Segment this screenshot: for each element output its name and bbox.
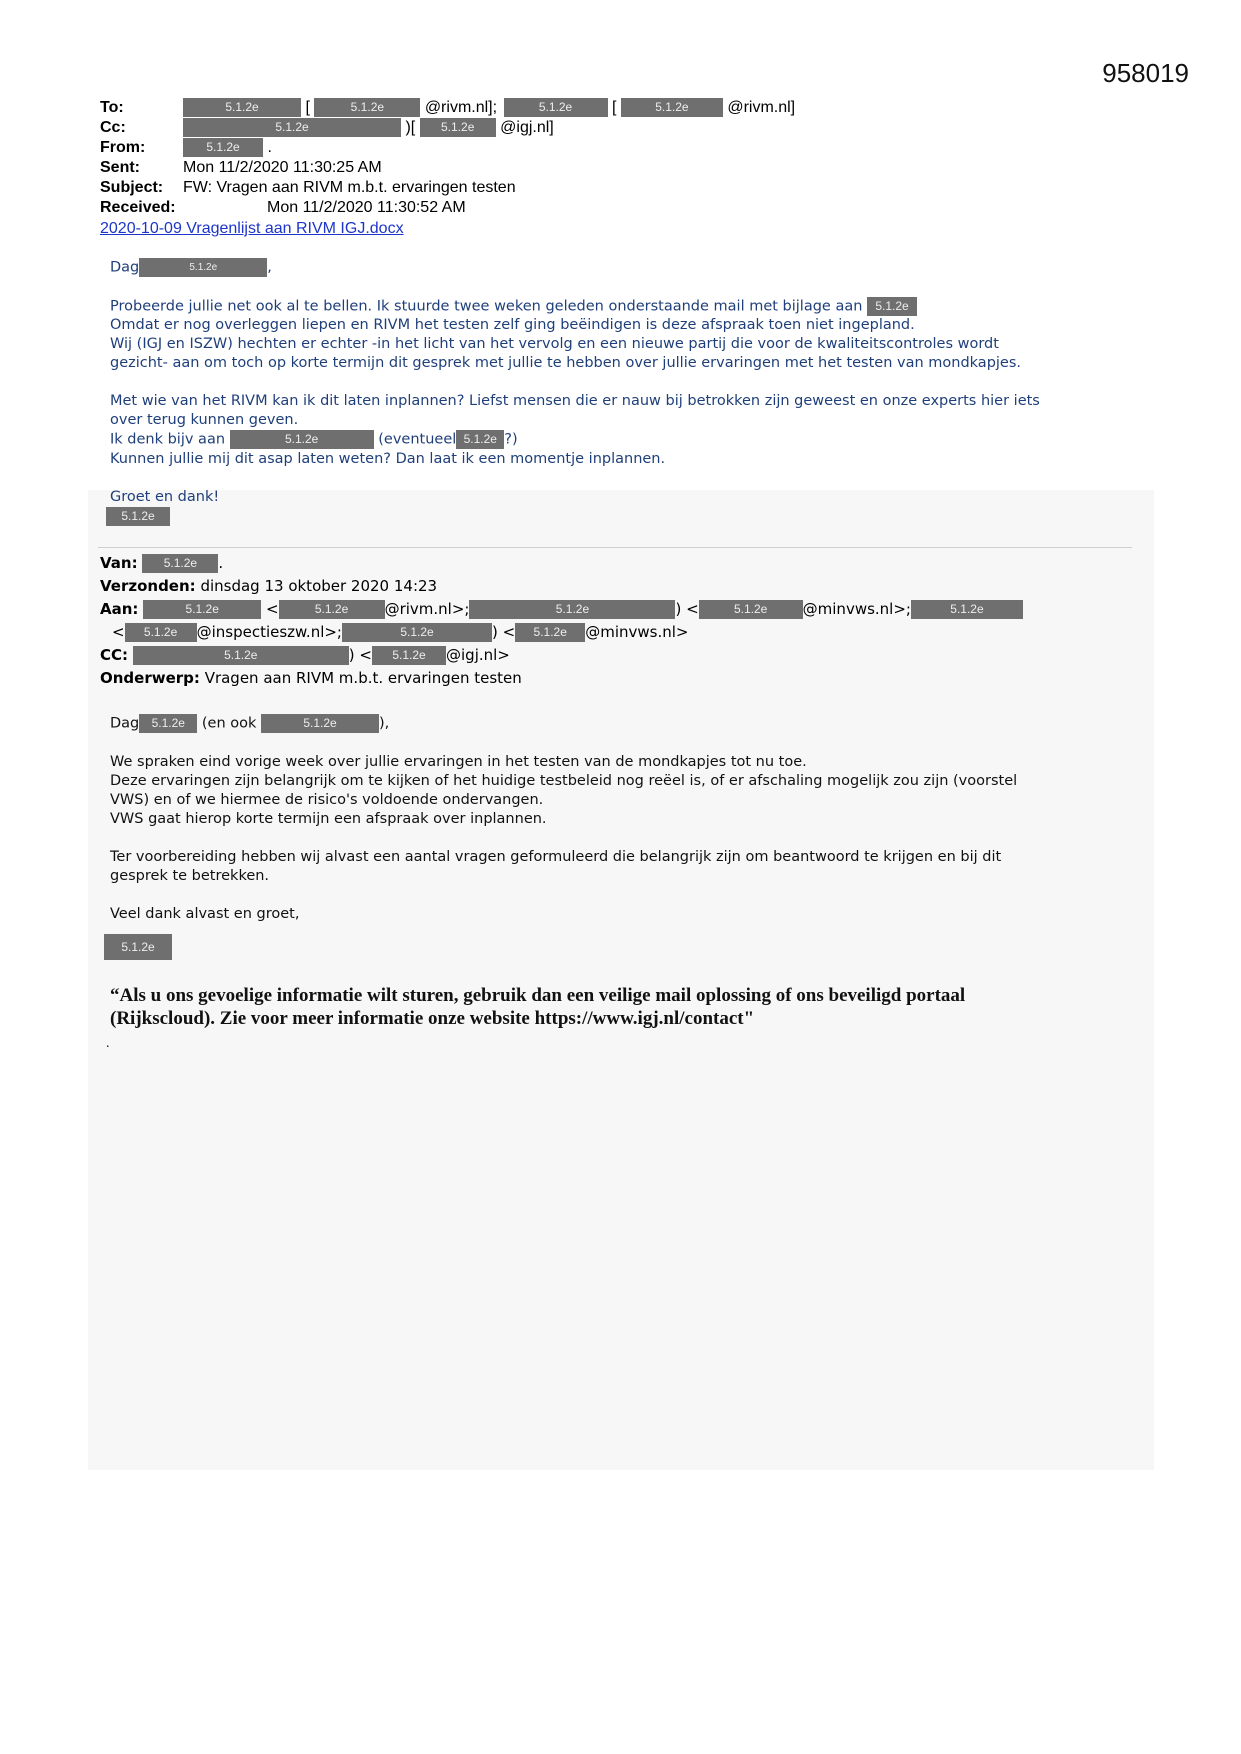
note-line: Wij (IGJ en ISZW) hechten er echter -in het licht van het vervolg en een nieuwe partij die voor de kwaliteitscontroles wordt	[110, 336, 999, 352]
redaction: 5.1.2e	[420, 118, 496, 137]
received-value: Mon 11/2/2020 11:30:52 AM	[267, 199, 466, 216]
body-line: VWS gaat hierop korte termijn een afspraak over inplannen.	[110, 810, 547, 827]
aan-label: Aan:	[100, 600, 139, 618]
redaction: 5.1.2e	[504, 98, 608, 117]
redaction: 5.1.2e	[314, 98, 420, 117]
body-line: VWS) en of we hiermee de risico's voldoende ondervangen.	[110, 791, 544, 808]
body-line: Veel dank alvast en groet,	[110, 905, 300, 922]
forwarded-header	[100, 552, 1023, 690]
redaction: 5.1.2e	[183, 98, 301, 117]
separator: )[	[405, 119, 416, 136]
sent-value: Mon 11/2/2020 11:30:25 AM	[183, 159, 382, 176]
note-closing: Groet en dank!	[110, 488, 220, 505]
confidentiality-footer: “Als u ons gevoelige informatie wilt sturen, gebruik dan een veilige mail oplossing of ons beveiligd portaal (Rijkscloud). Zie voor meer informatie onze website https://www.igj.nl/contact"	[110, 985, 966, 1029]
separator: [	[305, 99, 310, 116]
sent-label: Sent:	[100, 159, 140, 176]
note-greeting: Dag 5.1.2e ,	[110, 259, 272, 276]
redaction: 5.1.2e	[183, 118, 401, 137]
to-addr2-domain: @rivm.nl]	[727, 99, 796, 116]
redaction: 5.1.2e	[867, 297, 917, 316]
to-value	[183, 98, 795, 118]
van-label: Van:	[100, 554, 138, 572]
redaction: 5.1.2e	[372, 646, 446, 665]
redaction: 5.1.2e	[456, 430, 504, 449]
redaction: 5.1.2e	[133, 646, 349, 665]
van-row: Van: 5.1.2e .	[100, 552, 1023, 575]
redaction: 5.1.2e	[106, 507, 170, 526]
note-line: gezicht- aan om toch op korte termijn dit gesprek met jullie te hebben over jullie ervaringen met het testen van mondkapjes.	[110, 355, 1022, 371]
divider	[98, 547, 1132, 548]
note-line: Kunnen jullie mij dit asap laten weten? Dan laat ik een momentje inplannen.	[110, 450, 666, 467]
redaction: 5.1.2e	[342, 623, 492, 642]
onderwerp-label: Onderwerp:	[100, 669, 200, 687]
body-line: We spraken eind vorige week over jullie ervaringen in het testen van de mondkapjes tot nu toe.	[110, 753, 807, 770]
subject-label: Subject:	[100, 179, 164, 196]
to-addr1-domain: @rivm.nl];	[424, 99, 498, 116]
received-row	[100, 198, 795, 218]
document-number: 958019	[1102, 58, 1189, 88]
attachment-link[interactable]: 2020-10-09 Vragenlijst aan RIVM IGJ.docx	[100, 220, 404, 237]
to-row	[100, 98, 795, 118]
from-row	[100, 138, 795, 158]
body-signature	[110, 934, 1017, 960]
note-line: Probeerde jullie net ook al te bellen. Ik stuurde twee weken geleden onderstaande mail met bijlage aan 5.1.2e	[110, 297, 1040, 317]
subject-row	[100, 178, 795, 198]
note-line: over terug kunnen geven.	[110, 412, 299, 428]
body-greeting: Dag 5.1.2e (en ook 5.1.2e ),	[110, 715, 390, 732]
verzonden-label: Verzonden:	[100, 577, 196, 595]
verzonden-row	[100, 575, 1023, 598]
email-header	[100, 98, 795, 240]
redaction: 5.1.2e	[142, 554, 218, 573]
cc-value	[183, 118, 554, 138]
aan-row: Aan: 5.1.2e < 5.1.2e @rivm.nl>; 5.1.2e ) < 5.1.2e @minvws.nl>; 5.1.2e	[100, 598, 1023, 621]
redaction: 5.1.2e	[469, 600, 675, 619]
trailing-dot: .	[106, 1036, 110, 1051]
to-label: To:	[100, 99, 124, 116]
note-line: Omdat er nog overleggen liepen en RIVM het testen zelf ging beëindigen is deze afspraak toen niet ingepland.	[110, 317, 915, 333]
cc-label-fwd: CC:	[100, 646, 129, 664]
aan-row-2: < 5.1.2e @inspectieszw.nl>; 5.1.2e ) < 5.1.2e @minvws.nl>	[112, 623, 689, 641]
redaction: 5.1.2e	[104, 934, 172, 960]
note-line: Met wie van het RIVM kan ik dit laten inplannen? Liefst mensen die er nauw bij betrokken zijn geweest en onze experts hier iets	[110, 393, 1040, 409]
redaction: 5.1.2e	[125, 623, 197, 642]
subject-value: FW: Vragen aan RIVM m.b.t. ervaringen testen	[183, 179, 516, 196]
cc-row	[100, 118, 795, 138]
verzonden-value: dinsdag 13 oktober 2020 14:23	[200, 577, 438, 595]
redaction: 5.1.2e	[911, 600, 1023, 619]
forward-note	[110, 258, 1040, 526]
redaction: 5.1.2e	[261, 714, 379, 733]
cc-domain: @igj.nl]	[500, 119, 554, 136]
redaction: 5.1.2e	[139, 714, 197, 733]
redaction: 5.1.2e	[183, 138, 263, 157]
redaction: 5.1.2e	[621, 98, 723, 117]
body-line: Ter voorbereiding hebben wij alvast een aantal vragen geformuleerd die belangrijk zijn om beantwoord te krijgen en bij dit	[110, 848, 1002, 865]
onderwerp-value: Vragen aan RIVM m.b.t. ervaringen testen	[204, 669, 522, 687]
separator: [	[611, 99, 617, 116]
redaction: 5.1.2e	[143, 600, 261, 619]
from-label: From:	[100, 139, 146, 156]
cc-row-fwd: CC: 5.1.2e ) < 5.1.2e @igj.nl>	[100, 644, 1023, 667]
note-signature	[110, 507, 1040, 527]
redaction: 5.1.2e	[515, 623, 585, 642]
cc-label: Cc:	[100, 119, 126, 136]
redaction: 5.1.2e	[279, 600, 385, 619]
note-line: Ik denk bijv aan 5.1.2e (eventueel 5.1.2e ?)	[110, 431, 518, 448]
body-line: gesprek te betrekken.	[110, 867, 270, 884]
redaction: 5.1.2e	[699, 600, 803, 619]
received-label: Received:	[100, 199, 176, 216]
from-value	[183, 138, 272, 158]
redaction: 5.1.2e	[230, 430, 374, 449]
redaction: 5.1.2e	[139, 258, 267, 277]
body-line: Deze ervaringen zijn belangrijk om te kijken of het huidige testbeleid nog reëel is, of er afschaling mogelijk zou zijn (voorstel	[110, 772, 1018, 789]
onderwerp-row	[100, 667, 1023, 690]
forwarded-body	[110, 714, 1017, 960]
separator: .	[267, 139, 272, 156]
sent-row	[100, 158, 795, 178]
